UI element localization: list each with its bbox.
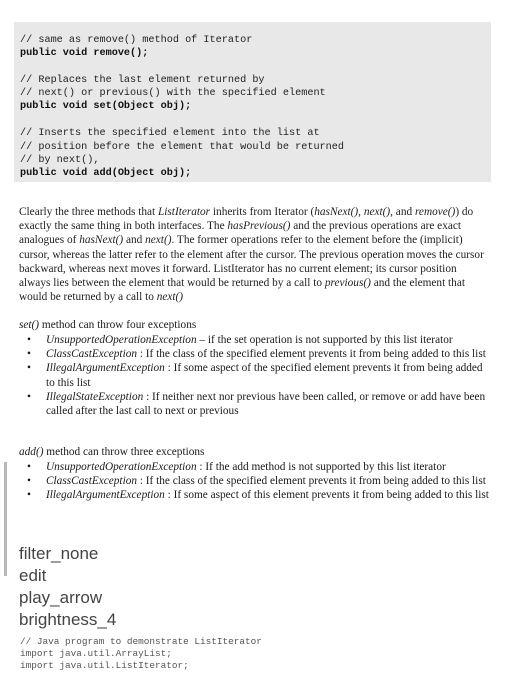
- code-statement: public void add(Object obj);: [20, 168, 192, 179]
- brightness-icon[interactable]: brightness_4: [19, 610, 117, 629]
- code-comment: // same as remove() method of Iterator: [20, 35, 253, 46]
- add-method-heading: add() method can throw three exceptions: [19, 446, 205, 458]
- bullet-icon: •: [27, 489, 31, 502]
- bullet-icon: •: [27, 334, 31, 346]
- bullet-icon: •: [27, 362, 31, 375]
- list-item: • ClassCastException : If the class of the specified element prevents it from being added to this list: [27, 348, 486, 361]
- set-method-heading: set() method can throw four exceptions: [19, 319, 197, 331]
- list-item: • IllegalArgumentException : If some aspect of this element prevents it from being added to this list: [27, 489, 489, 502]
- set-exception-list: [19, 333, 489, 418]
- list-item: • IllegalStateException : If neither next nor previous have been called, or remove or add have been called after the last call to next or previous: [27, 390, 486, 418]
- list-item: • ClassCastException : If the class of the specified element prevents it from being added to this list: [27, 475, 486, 488]
- code-comment: // Inserts the specified element into the list at: [20, 128, 320, 139]
- code-comment: // position before the element that would be returned: [20, 142, 345, 153]
- play-arrow-icon[interactable]: play_arrow: [19, 588, 103, 607]
- code-statement: public void remove();: [20, 48, 149, 59]
- explanation-paragraph: Clearly the three methods that ListIterator inherits from Iterator (hasNext(), next(), and remove()) do exactly the same thing in both interfaces. The hasPrevious() and the previous operations are exact analogues of hasNext() and next(). The former operations refer to the element before the (implicit) cursor, whereas the latter refer to the element after the cursor. The previous operation moves the cursor backward, whereas next moves it forward. ListIterator has no current element; its cursor position always lies between the element that would be returned by a call to previous() and the element that would be returned by a call to next(): [19, 206, 484, 304]
- code-import: import java.util.ListIterator;: [20, 660, 189, 671]
- bullet-icon: •: [27, 461, 31, 473]
- code-comment: // Replaces the last element returned by: [20, 75, 265, 86]
- bullet-icon: •: [27, 475, 31, 488]
- add-exception-list: [19, 460, 489, 503]
- filter-none-icon[interactable]: filter_none: [19, 544, 99, 563]
- bullet-icon: •: [27, 390, 31, 403]
- code-import: import java.util.ArrayList;: [20, 648, 172, 659]
- code-statement: public void set(Object obj);: [20, 101, 192, 112]
- list-item: • UnsupportedOperationException – if the set operation is not supported by this list iterator: [27, 334, 453, 346]
- divider: [4, 462, 7, 576]
- list-item: • UnsupportedOperationException : If the add method is not supported by this list iterator: [27, 461, 446, 473]
- edit-icon[interactable]: edit: [19, 566, 47, 585]
- list-item: • IllegalArgumentException : If some aspect of the specified element prevents it from being added to this list: [27, 362, 483, 389]
- code-comment: // Java program to demonstrate ListIterator: [20, 636, 262, 647]
- bullet-icon: •: [27, 348, 31, 361]
- code-comment: // next() or previous() with the specified element: [20, 88, 326, 99]
- code-comment: // by next(),: [20, 155, 100, 166]
